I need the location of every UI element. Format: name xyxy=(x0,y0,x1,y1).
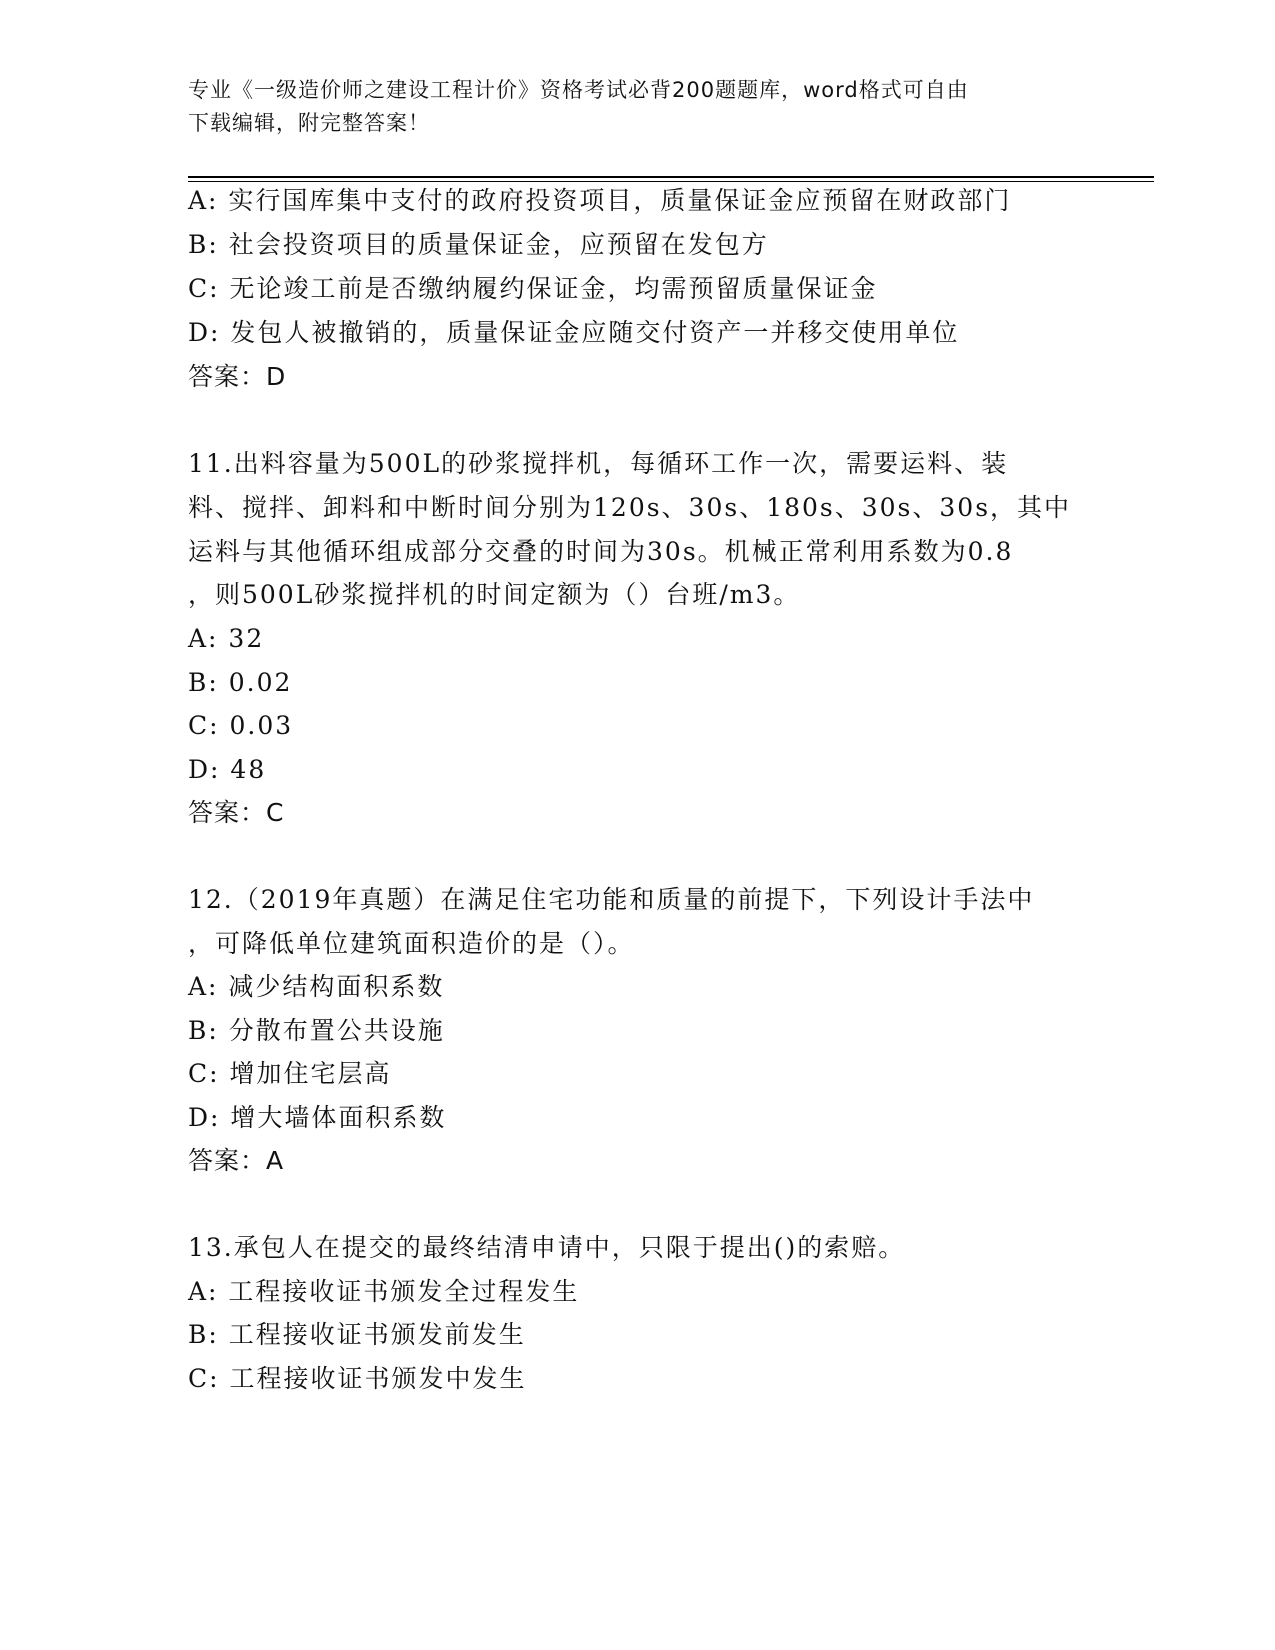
option-b: B: 分散布置公共设施 xyxy=(188,1016,445,1045)
option-a: A: 减少结构面积系数 xyxy=(188,972,445,1001)
option-a: A: 实行国库集中支付的政府投资项目，质量保证金应预留在财政部门 xyxy=(188,186,1012,215)
option-b: B: 0.02 xyxy=(188,668,293,697)
option-a: A: 工程接收证书颁发全过程发生 xyxy=(188,1277,580,1306)
question-12-stem-1: 12.（2019年真题）在满足住宅功能和质量的前提下，下列设计手法中 xyxy=(188,885,1035,914)
question-11-stem-3: 运料与其他循环组成部分交叠的时间为30s。机械正常利用系数为0.8 xyxy=(188,537,1014,566)
answer-line: 答案：A xyxy=(188,1146,285,1175)
question-11-stem-4: ，则500L砂浆搅拌机的时间定额为（）台班/m3。 xyxy=(188,580,801,609)
option-c: C: 工程接收证书颁发中发生 xyxy=(188,1364,527,1393)
option-c: C: 0.03 xyxy=(188,711,294,740)
header-divider-thick xyxy=(188,176,1154,178)
header-line-1: 专业《一级造价师之建设工程计价》资格考试必背200题题库，word格式可自由 xyxy=(188,78,969,102)
option-c: C: 无论竣工前是否缴纳履约保证金，均需预留质量保证金 xyxy=(188,274,878,303)
question-11-stem-1: 11.出料容量为500L的砂浆搅拌机，每循环工作一次，需要运料、装 xyxy=(188,449,1009,478)
option-b: B: 社会投资项目的质量保证金，应预留在发包方 xyxy=(188,230,769,259)
question-11-stem-2: 料、搅拌、卸料和中断时间分别为120s、30s、180s、30s、30s，其中 xyxy=(188,493,1072,522)
answer-line: 答案：D xyxy=(188,362,287,391)
option-d: D: 发包人被撤销的，质量保证金应随交付资产一并移交使用单位 xyxy=(188,318,960,347)
question-12-stem-2: ，可降低单位建筑面积造价的是（）。 xyxy=(188,929,635,958)
header-line-2: 下载编辑，附完整答案！ xyxy=(188,111,430,135)
option-b: B: 工程接收证书颁发前发生 xyxy=(188,1320,526,1349)
option-d: D: 增大墙体面积系数 xyxy=(188,1103,447,1132)
option-d: D: 48 xyxy=(188,755,267,784)
document-header xyxy=(188,74,1088,140)
question-13-stem-1: 13.承包人在提交的最终结清申请中，只限于提出()的索赔。 xyxy=(188,1233,906,1262)
answer-line: 答案：C xyxy=(188,798,285,827)
header-divider-thin xyxy=(188,181,1154,182)
option-c: C: 增加住宅层高 xyxy=(188,1059,392,1088)
option-a: A: 32 xyxy=(188,624,265,653)
